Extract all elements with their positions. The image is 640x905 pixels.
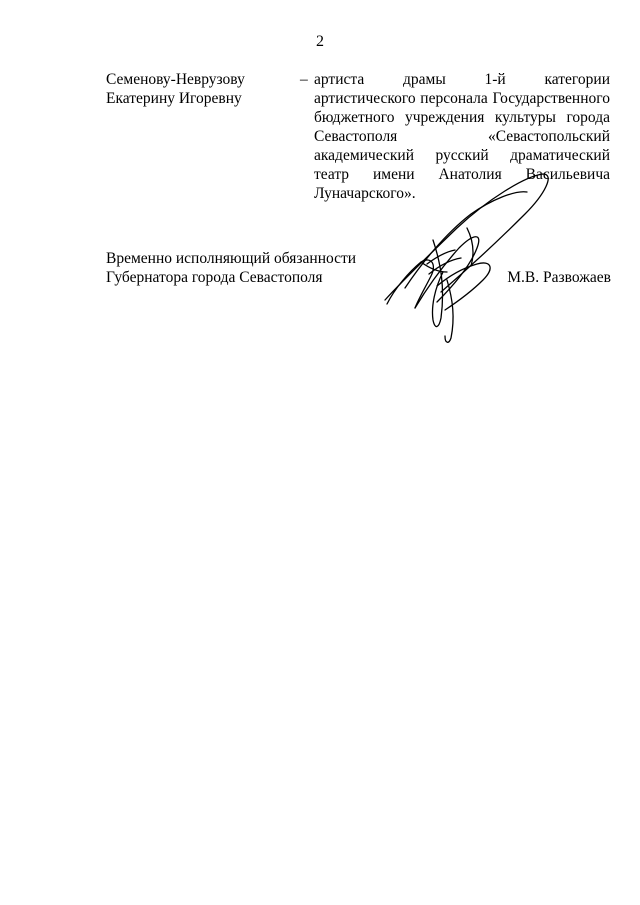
recipient-name-line2: Екатерину Игоревну	[106, 90, 242, 107]
signatory-title-line2: Губернатора города Севастополя	[106, 269, 323, 286]
entry-dash: –	[300, 71, 308, 88]
page-number: 2	[316, 33, 324, 50]
recipient-name	[106, 70, 286, 108]
position-description: артиста драмы 1-й категории артистического персонала Государственного бюджетного учреждения культуры города Севастополя «Севастопольский академический русский драматический театр имени Анатолия Васильевича Луначарского».	[314, 71, 610, 202]
signatory-title	[106, 249, 376, 287]
signer-name: М.В. Развожаев	[507, 269, 611, 286]
signatory-title-line1: Временно исполняющий обязанности	[106, 250, 357, 267]
handwritten-signature	[375, 168, 555, 348]
recipient-name-line1: Семенову-Неврузову	[106, 71, 245, 88]
